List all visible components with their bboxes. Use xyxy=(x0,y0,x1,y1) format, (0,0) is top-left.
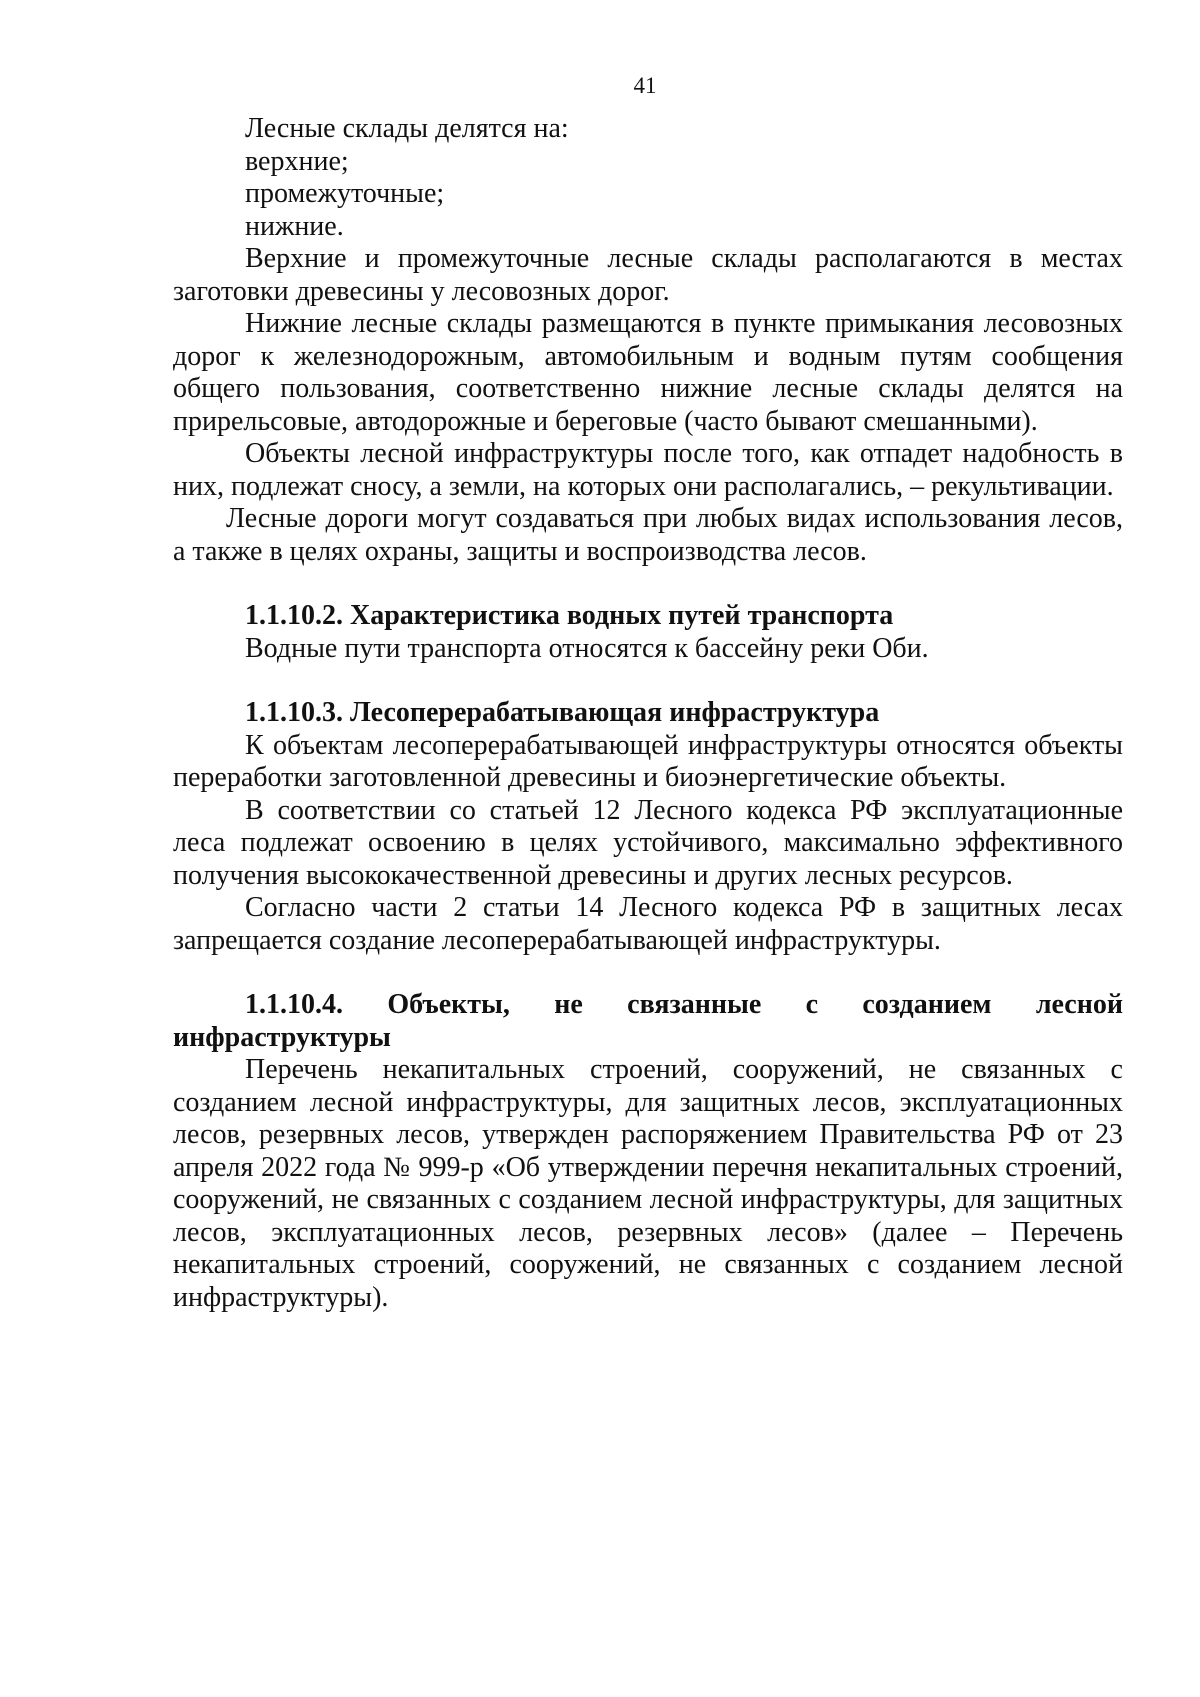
paragraph: Водные пути транспорта относятся к бассейну реки Оби. xyxy=(245,632,929,664)
page-content xyxy=(173,113,1123,1314)
spacer xyxy=(173,957,1123,989)
paragraph: В соответствии со статьей 12 Лесного кодекса РФ эксплуатационные леса подлежат освоению в целях устойчивого, максимально эффективного получения высококачественной древесины и других лесных ресурсов. xyxy=(173,794,1123,891)
list-intro: Лесные склады делятся на: xyxy=(245,113,569,144)
spacer xyxy=(173,665,1123,697)
paragraph: Верхние и промежуточные лесные склады располагаются в местах заготовки древесины у лесовозных дорог. xyxy=(173,243,1123,307)
heading-word: лесной xyxy=(1035,989,1123,1020)
paragraph: К объектам лесоперерабатывающей инфраструктуры относятся объекты переработки заготовленной древесины и биоэнергетические объекты. xyxy=(173,729,1123,793)
section-heading: 1.1.10.2. Характеристика водных путей транспорта xyxy=(245,600,894,631)
section-heading: 1.1.10.3. Лесоперерабатывающая инфраструктура xyxy=(245,697,880,728)
page-number: 41 xyxy=(633,73,657,98)
spacer xyxy=(173,568,1123,600)
heading-word: с xyxy=(805,989,819,1020)
section-heading-continuation: инфраструктуры xyxy=(173,1021,391,1053)
list-item: нижние. xyxy=(245,210,344,242)
paragraph: Нижние лесные склады размещаются в пункте примыкания лесовозных дорог к железнодорожным, автомобильным и водным путям сообщения общего пользования, соответственно нижние лесные склады делятся на прирельсовые, автодорожные и береговые (часто бывают смешанными). xyxy=(173,308,1123,437)
paragraph: Согласно части 2 статьи 14 Лесного кодекса РФ в защитных лесах запрещается создание лесоперерабатывающей инфраструктуры. xyxy=(173,892,1123,956)
paragraph: Лесные дороги могут создаваться при любых видах использования лесов, а также в целях охраны, защиты и воспроизводства лесов. xyxy=(173,503,1123,567)
list-item: верхние; xyxy=(245,145,349,177)
paragraph: Перечень некапитальных строений, сооружений, не связанных с созданием лесной инфраструктуры, для защитных лесов, эксплуатационных лесов, резервных лесов, утвержден распоряжением Правительства РФ от 23 апреля 2022 года № 999-р «Об утверждении перечня некапитальных строений, сооружений, не связанных с созданием лесной инфраструктуры, для защитных лесов, эксплуатационных лесов, резервных лесов» (далее – Перечень некапитальных строений, сооружений, не связанных с созданием лесной инфраструктуры). xyxy=(173,1054,1123,1313)
heading-word: созданием xyxy=(862,989,992,1020)
heading-word: связанные xyxy=(627,989,762,1020)
heading-word: не xyxy=(554,989,583,1020)
section-heading xyxy=(173,989,1123,1022)
list-item: промежуточные; xyxy=(245,178,445,209)
heading-word: 1.1.10.4. xyxy=(245,989,343,1020)
paragraph: Объекты лесной инфраструктуры после того, как отпадет надобность в них, подлежат сносу, а земли, на которых они располагались, – рекультивации. xyxy=(173,438,1123,502)
heading-word: Объекты, xyxy=(387,989,510,1020)
